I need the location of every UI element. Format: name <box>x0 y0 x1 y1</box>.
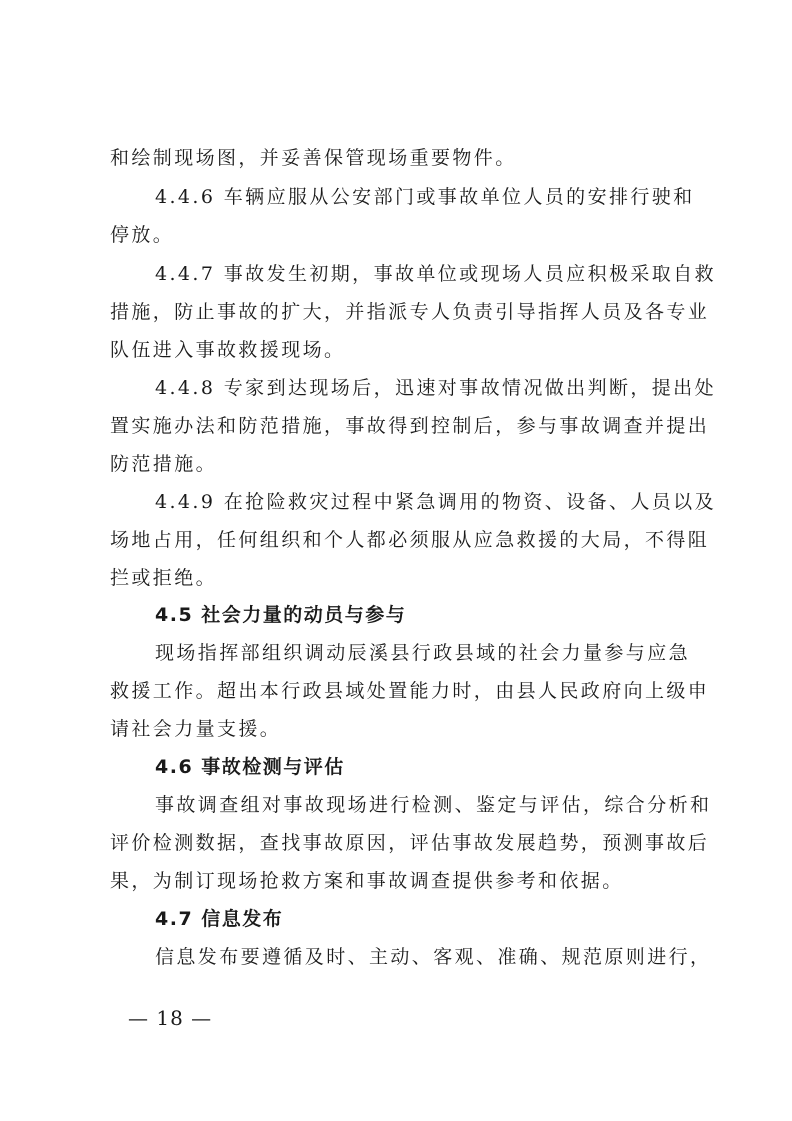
page-number: — 18 — <box>128 1006 213 1030</box>
section-heading-4-6: 4.6 事故检测与评估 <box>155 756 345 778</box>
body-line: 置实施办法和防范措施，事故得到控制后，参与事故调查并提出 <box>110 415 710 437</box>
body-line: 现场指挥部组织调动辰溪县行政县域的社会力量参与应急 <box>155 642 691 664</box>
body-line: 事故调查组对事故现场进行检测、鉴定与评估，综合分析和 <box>155 794 712 816</box>
body-line: 措施，防止事故的扩大，并指派专人负责引导指挥人员及各专业 <box>110 301 710 323</box>
body-line: 请社会力量支援。 <box>110 718 282 740</box>
body-line: 救援工作。超出本行政县域处置能力时，由县人民政府向上级申 <box>110 680 710 702</box>
body-line: 停放。 <box>110 224 175 246</box>
body-line: 场地占用，任何组织和个人都必须服从应急救援的大局，不得阻 <box>110 529 710 551</box>
body-line: 信息发布要遵循及时、主动、客观、准确、规范原则进行， <box>155 946 712 968</box>
body-line: 和绘制现场图，并妥善保管现场重要物件。 <box>110 147 517 169</box>
body-line: 队伍进入事故救援现场。 <box>110 339 346 361</box>
section-heading-4-5: 4.5 社会力量的动员与参与 <box>155 604 407 626</box>
clause-4-4-8: 4.4.8 专家到达现场后，迅速对事故情况做出判断，提出处 <box>155 377 716 399</box>
body-line: 拦或拒绝。 <box>110 567 218 589</box>
body-line: 防范措施。 <box>110 453 218 475</box>
body-line: 果，为制订现场抢救方案和事故调查提供参考和依据。 <box>110 870 624 892</box>
body-line: 评价检测数据，查找事故原因，评估事故发展趋势，预测事故后 <box>110 832 710 854</box>
clause-4-4-9: 4.4.9 在抢险救灾过程中紧急调用的物资、设备、人员以及 <box>155 491 716 513</box>
section-heading-4-7: 4.7 信息发布 <box>155 908 284 930</box>
clause-4-4-7: 4.4.7 事故发生初期，事故单位或现场人员应积极采取自救 <box>155 263 716 285</box>
clause-4-4-6: 4.4.6 车辆应服从公安部门或事故单位人员的安排行驶和 <box>155 186 695 208</box>
